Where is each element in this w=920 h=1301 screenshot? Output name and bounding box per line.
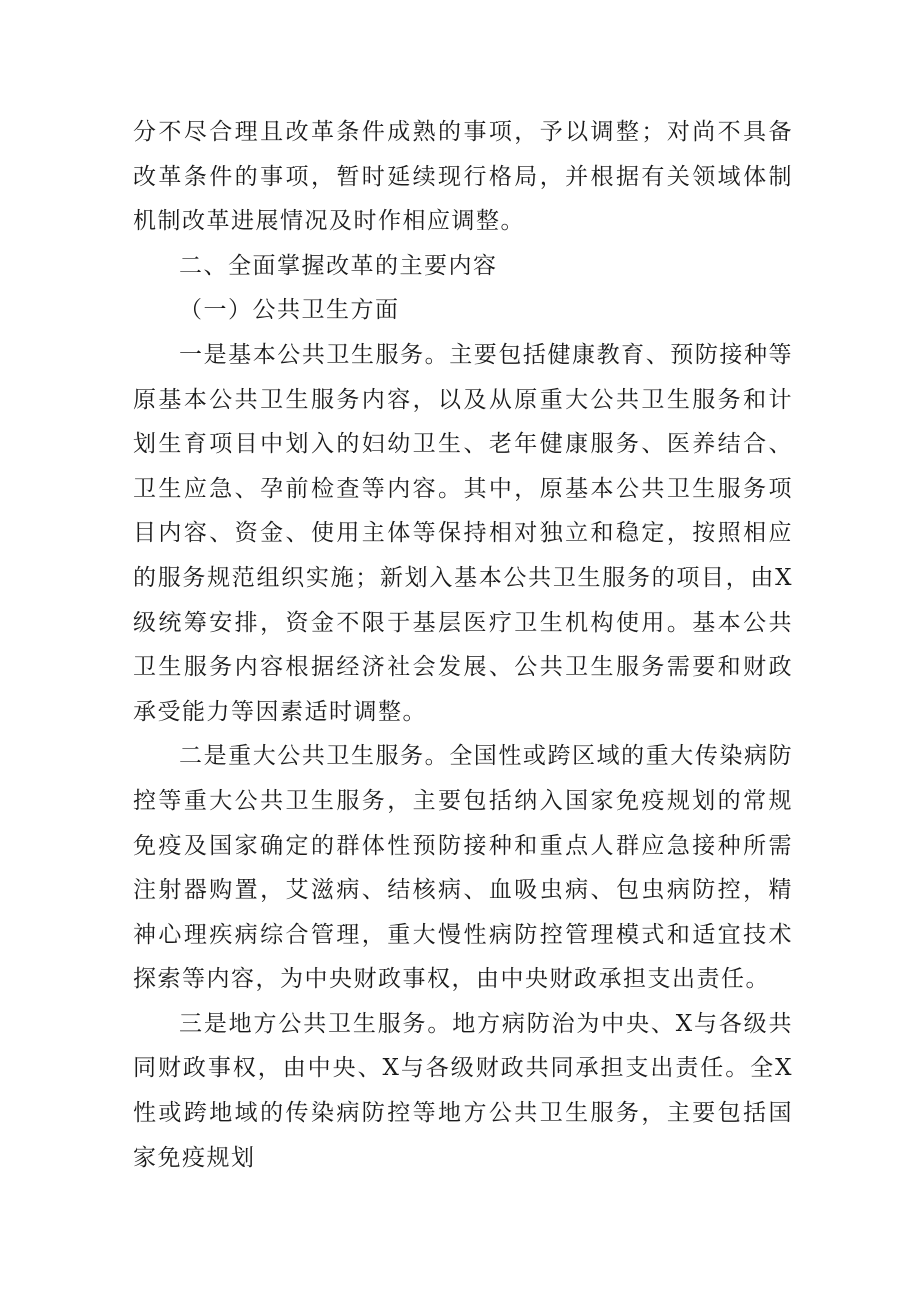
paragraph-basic-public-health: 一是基本公共卫生服务。主要包括健康教育、预防接种等原基本公共卫生服务内容，以及从原重大公共卫生服务和计划生育项目中划入的妇幼卫生、老年健康服务、医养结合、卫生应急、孕前检查等内容。其中，原基本公共卫生服务项目内容、资金、使用主体等保持相对独立和稳定，按照相应的服务规范组织实施；新划入基本公共卫生服务的项目，由X级统筹安排，资金不限于基层医疗卫生机构使用。基本公共卫生服务内容根据经济社会发展、公共卫生服务需要和财政承受能力等因素适时调整。 (133, 341, 793, 725)
section-heading: 二、全面掌握改革的主要内容 (179, 252, 498, 279)
paragraph-continuation: 分不尽合理且改革条件成熟的事项，予以调整；对尚不具备改革条件的事项，暂时延续现行格局，并根据有关领域体制机制改革进展情况及时作相应调整。 (133, 119, 793, 235)
document-body (133, 110, 793, 1180)
paragraph-local-public-health: 三是地方公共卫生服务。地方病防治为中央、X与各级共同财政事权，由中央、X与各级财政共同承担支出责任。全X性或跨地域的传染病防控等地方公共卫生服务，主要包括国家免疫规划 (133, 1010, 793, 1171)
subsection-heading: （一）公共卫生方面 (179, 297, 400, 324)
paragraph-major-public-health: 二是重大公共卫生服务。全国性或跨区域的重大传染病防控等重大公共卫生服务，主要包括纳入国家免疫规划的常规免疫及国家确定的群体性预防接种和重点人群应急接种所需注射器购置，艾滋病、结核病、血吸虫病、包虫病防控，精神心理疾病综合管理，重大慢性病防控管理模式和适宜技术探索等内容，为中央财政事权，由中央财政承担支出责任。 (133, 743, 793, 993)
